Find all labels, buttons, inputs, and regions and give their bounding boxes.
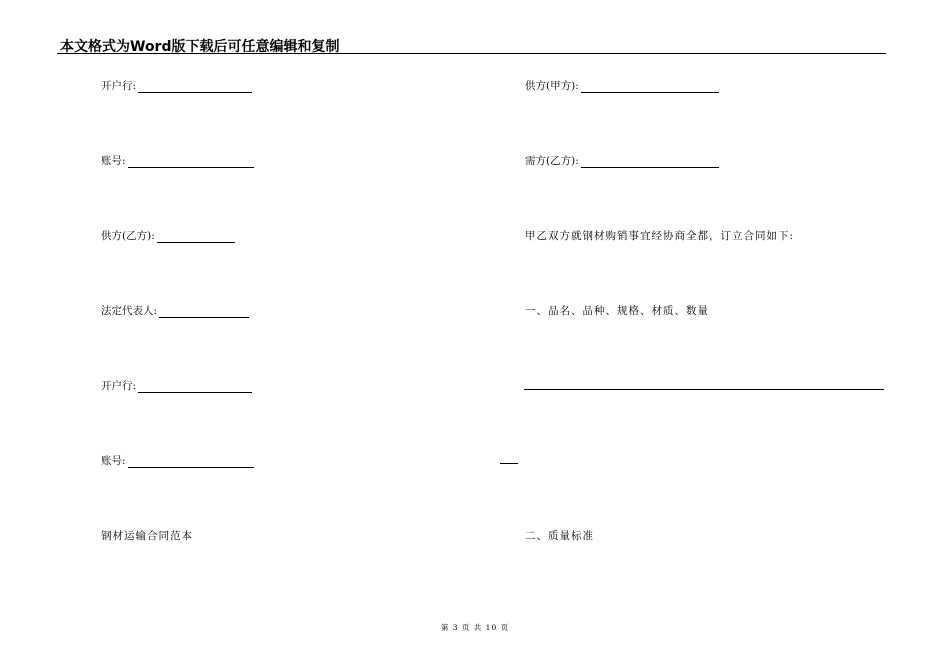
legal-rep-blank[interactable] [159,306,249,318]
page-footer: 第 3 页 共 10 页 [440,623,510,632]
buyer-b-blank[interactable] [581,156,719,168]
left-account-field-2 [101,454,254,468]
supplier-a-blank[interactable] [581,81,719,93]
left-bank-field [101,79,252,93]
agreement-intro-text: 甲乙双方就钢材购销事宜经协商全都，订立合同如下: [525,230,795,242]
document-header-title: 本文格式为Word版下载后可任意编辑和复制 [60,39,340,55]
left-bank-blank-2[interactable] [138,381,252,393]
header-divider [57,53,886,54]
legal-rep-field [101,304,249,318]
left-account-label-2: 账号: [101,455,126,467]
left-account-blank-2[interactable] [128,456,254,468]
left-account-blank[interactable] [128,156,254,168]
left-bank-blank[interactable] [138,81,252,93]
section-one-fill-line[interactable] [524,389,884,390]
supplier-b-label: 供方(乙方): [101,230,155,242]
section-two-heading: 二、质量标准 [525,530,594,542]
supplier-b-blank[interactable] [157,231,235,243]
short-fill-line[interactable] [500,463,518,464]
legal-rep-label: 法定代表人: [101,305,158,317]
supplier-a-field [525,79,719,93]
buyer-b-label: 需方(乙方): [525,155,579,167]
supplier-b-field [101,229,235,243]
left-bank-field-2 [101,379,252,393]
buyer-b-field [525,154,719,168]
section-one-heading: 一、品名、品种、规格、材质、数量 [525,305,709,317]
left-account-label: 账号: [101,155,126,167]
left-bank-label: 开户行: [101,80,137,92]
contract-title-text: 钢材运输合同范本 [101,530,193,542]
left-bank-label-2: 开户行: [101,380,137,392]
left-account-field [101,154,254,168]
supplier-a-label: 供方(甲方): [525,80,579,92]
